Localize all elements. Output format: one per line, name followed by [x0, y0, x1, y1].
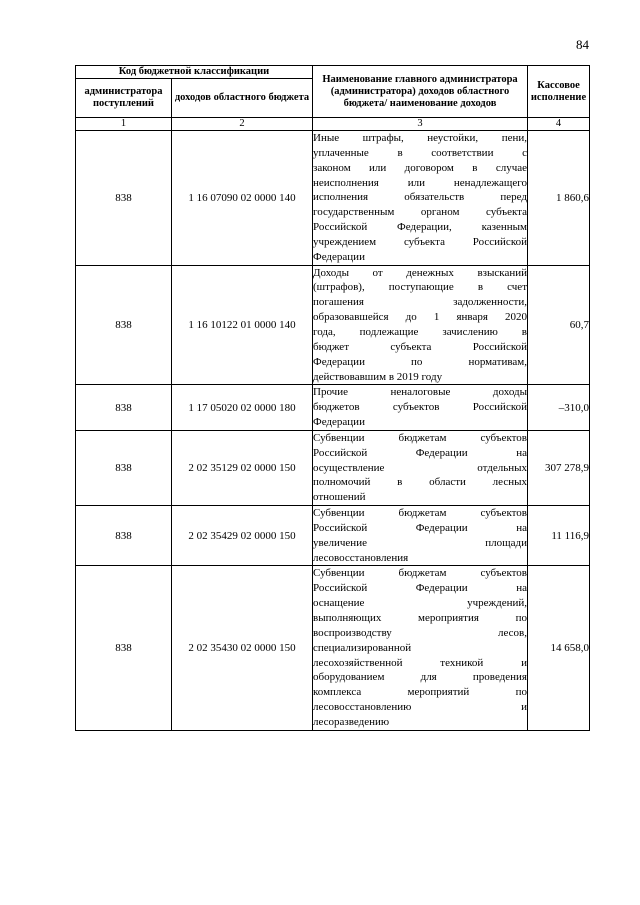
administrator-code-cell: 838 — [76, 506, 172, 566]
budget-table — [75, 65, 590, 731]
description-line: Федерации по нормативам, — [313, 355, 527, 368]
table-row — [76, 131, 590, 266]
description-line: выполняющих мероприятия по — [313, 612, 527, 624]
income-description-cell — [313, 131, 528, 266]
cash-execution-amount-cell: 11 116,9 — [528, 506, 590, 566]
description-line: погашения задолженности, — [313, 296, 527, 309]
description-line: отношений — [313, 491, 366, 504]
description-line: специализированной — [313, 641, 412, 654]
income-description-cell — [313, 430, 528, 505]
description-line: (штрафов), поступающие в счет — [313, 281, 527, 294]
page-number: 84 — [576, 37, 589, 52]
description-line: Прочие неналоговые доходы — [313, 386, 527, 399]
description-line: Федерации — [313, 250, 365, 263]
header-cash-execution: Кассовое исполнение — [528, 66, 590, 118]
description-line: Российской Федерации на — [313, 446, 527, 459]
header-budget-classification-code: Код бюджетной классификации — [76, 66, 313, 79]
description-line: оснащение учреждений, — [313, 597, 527, 610]
header-administrator-name: Наименование главного администратора (администратора) доходов областного бюджета/ наименование доходов — [313, 66, 528, 118]
cash-execution-amount-cell: 1 860,6 — [528, 131, 590, 266]
cash-execution-amount-cell: 60,7 — [528, 265, 590, 385]
cash-execution-amount-cell: 14 658,0 — [528, 566, 590, 730]
administrator-code-cell: 838 — [76, 385, 172, 431]
description-line: Иные штрафы, неустойки, пени, — [313, 132, 527, 144]
description-line: лесоразведению — [313, 715, 390, 728]
description-line: государственным органом субъекта — [313, 206, 527, 219]
description-line: осуществление отдельных — [313, 461, 527, 474]
administrator-code-cell: 838 — [76, 131, 172, 266]
description-line: бюджет субъекта Российской — [313, 340, 527, 353]
description-line: Российской Федерации на — [313, 521, 527, 534]
income-code-cell: 2 02 35430 02 0000 150 — [172, 566, 313, 730]
table-row — [76, 566, 590, 730]
income-code-cell: 1 17 05020 02 0000 180 — [172, 385, 313, 431]
description-line: учреждением субъекта Российской — [313, 235, 527, 248]
description-line: полномочий в области лесных — [313, 476, 527, 489]
table-body — [76, 131, 590, 731]
description-line: законом или договором в случае — [313, 161, 527, 174]
description-line: бюджетов субъектов Российской — [313, 401, 527, 414]
column-number: 2 — [172, 118, 313, 131]
description-line: образовавшейся до 1 января 2020 — [313, 311, 527, 324]
administrator-code-cell: 838 — [76, 430, 172, 505]
table-row — [76, 385, 590, 431]
description-line: увеличение площади — [313, 536, 527, 549]
income-code-cell: 2 02 35129 02 0000 150 — [172, 430, 313, 505]
income-description-cell — [313, 506, 528, 566]
column-number: 3 — [313, 118, 528, 131]
description-line: Субвенции бюджетам субъектов — [313, 507, 527, 520]
description-line: года, подлежащие зачислению в — [313, 325, 527, 338]
cash-execution-amount-cell: –310,0 — [528, 385, 590, 431]
description-line: Российской Федерации, казенным — [313, 221, 527, 234]
description-line: оборудованием для проведения — [313, 671, 527, 684]
description-line: исполнения обязательств перед — [313, 191, 527, 204]
income-description-cell — [313, 566, 528, 730]
table-row — [76, 430, 590, 505]
income-code-cell: 1 16 10122 01 0000 140 — [172, 265, 313, 385]
description-line: Субвенции бюджетам субъектов — [313, 431, 527, 444]
income-description-cell — [313, 385, 528, 431]
income-description-cell — [313, 265, 528, 385]
table-row — [76, 506, 590, 566]
income-code-cell: 1 16 07090 02 0000 140 — [172, 131, 313, 266]
description-line: Российской Федерации на — [313, 582, 527, 595]
table-row — [76, 265, 590, 385]
description-line: лесовосстановлению и — [313, 701, 527, 714]
cash-execution-amount-cell: 307 278,9 — [528, 430, 590, 505]
administrator-code-cell: 838 — [76, 265, 172, 385]
description-line: комплекса мероприятий по — [313, 686, 527, 699]
description-line: Субвенции бюджетам субъектов — [313, 567, 527, 580]
description-line: действовавшим в 2019 году — [313, 370, 443, 383]
description-line: Федерации — [313, 416, 365, 429]
table-header — [76, 66, 590, 131]
description-line: лесохозяйственной техникой и — [313, 656, 527, 669]
description-line: неисполнения или ненадлежащего — [313, 176, 527, 189]
income-code-cell: 2 02 35429 02 0000 150 — [172, 506, 313, 566]
administrator-code-cell: 838 — [76, 566, 172, 730]
header-income-code: доходов областного бюджета — [172, 79, 313, 118]
description-line: уплаченные в соответствии с — [313, 146, 527, 159]
column-number: 4 — [528, 118, 590, 131]
column-number: 1 — [76, 118, 172, 131]
description-line: лесовосстановления — [313, 551, 409, 564]
description-line: воспроизводству лесов, — [313, 626, 527, 639]
description-line: Доходы от денежных взысканий — [313, 266, 527, 279]
header-administrator-code: администратора поступлений — [76, 79, 172, 118]
